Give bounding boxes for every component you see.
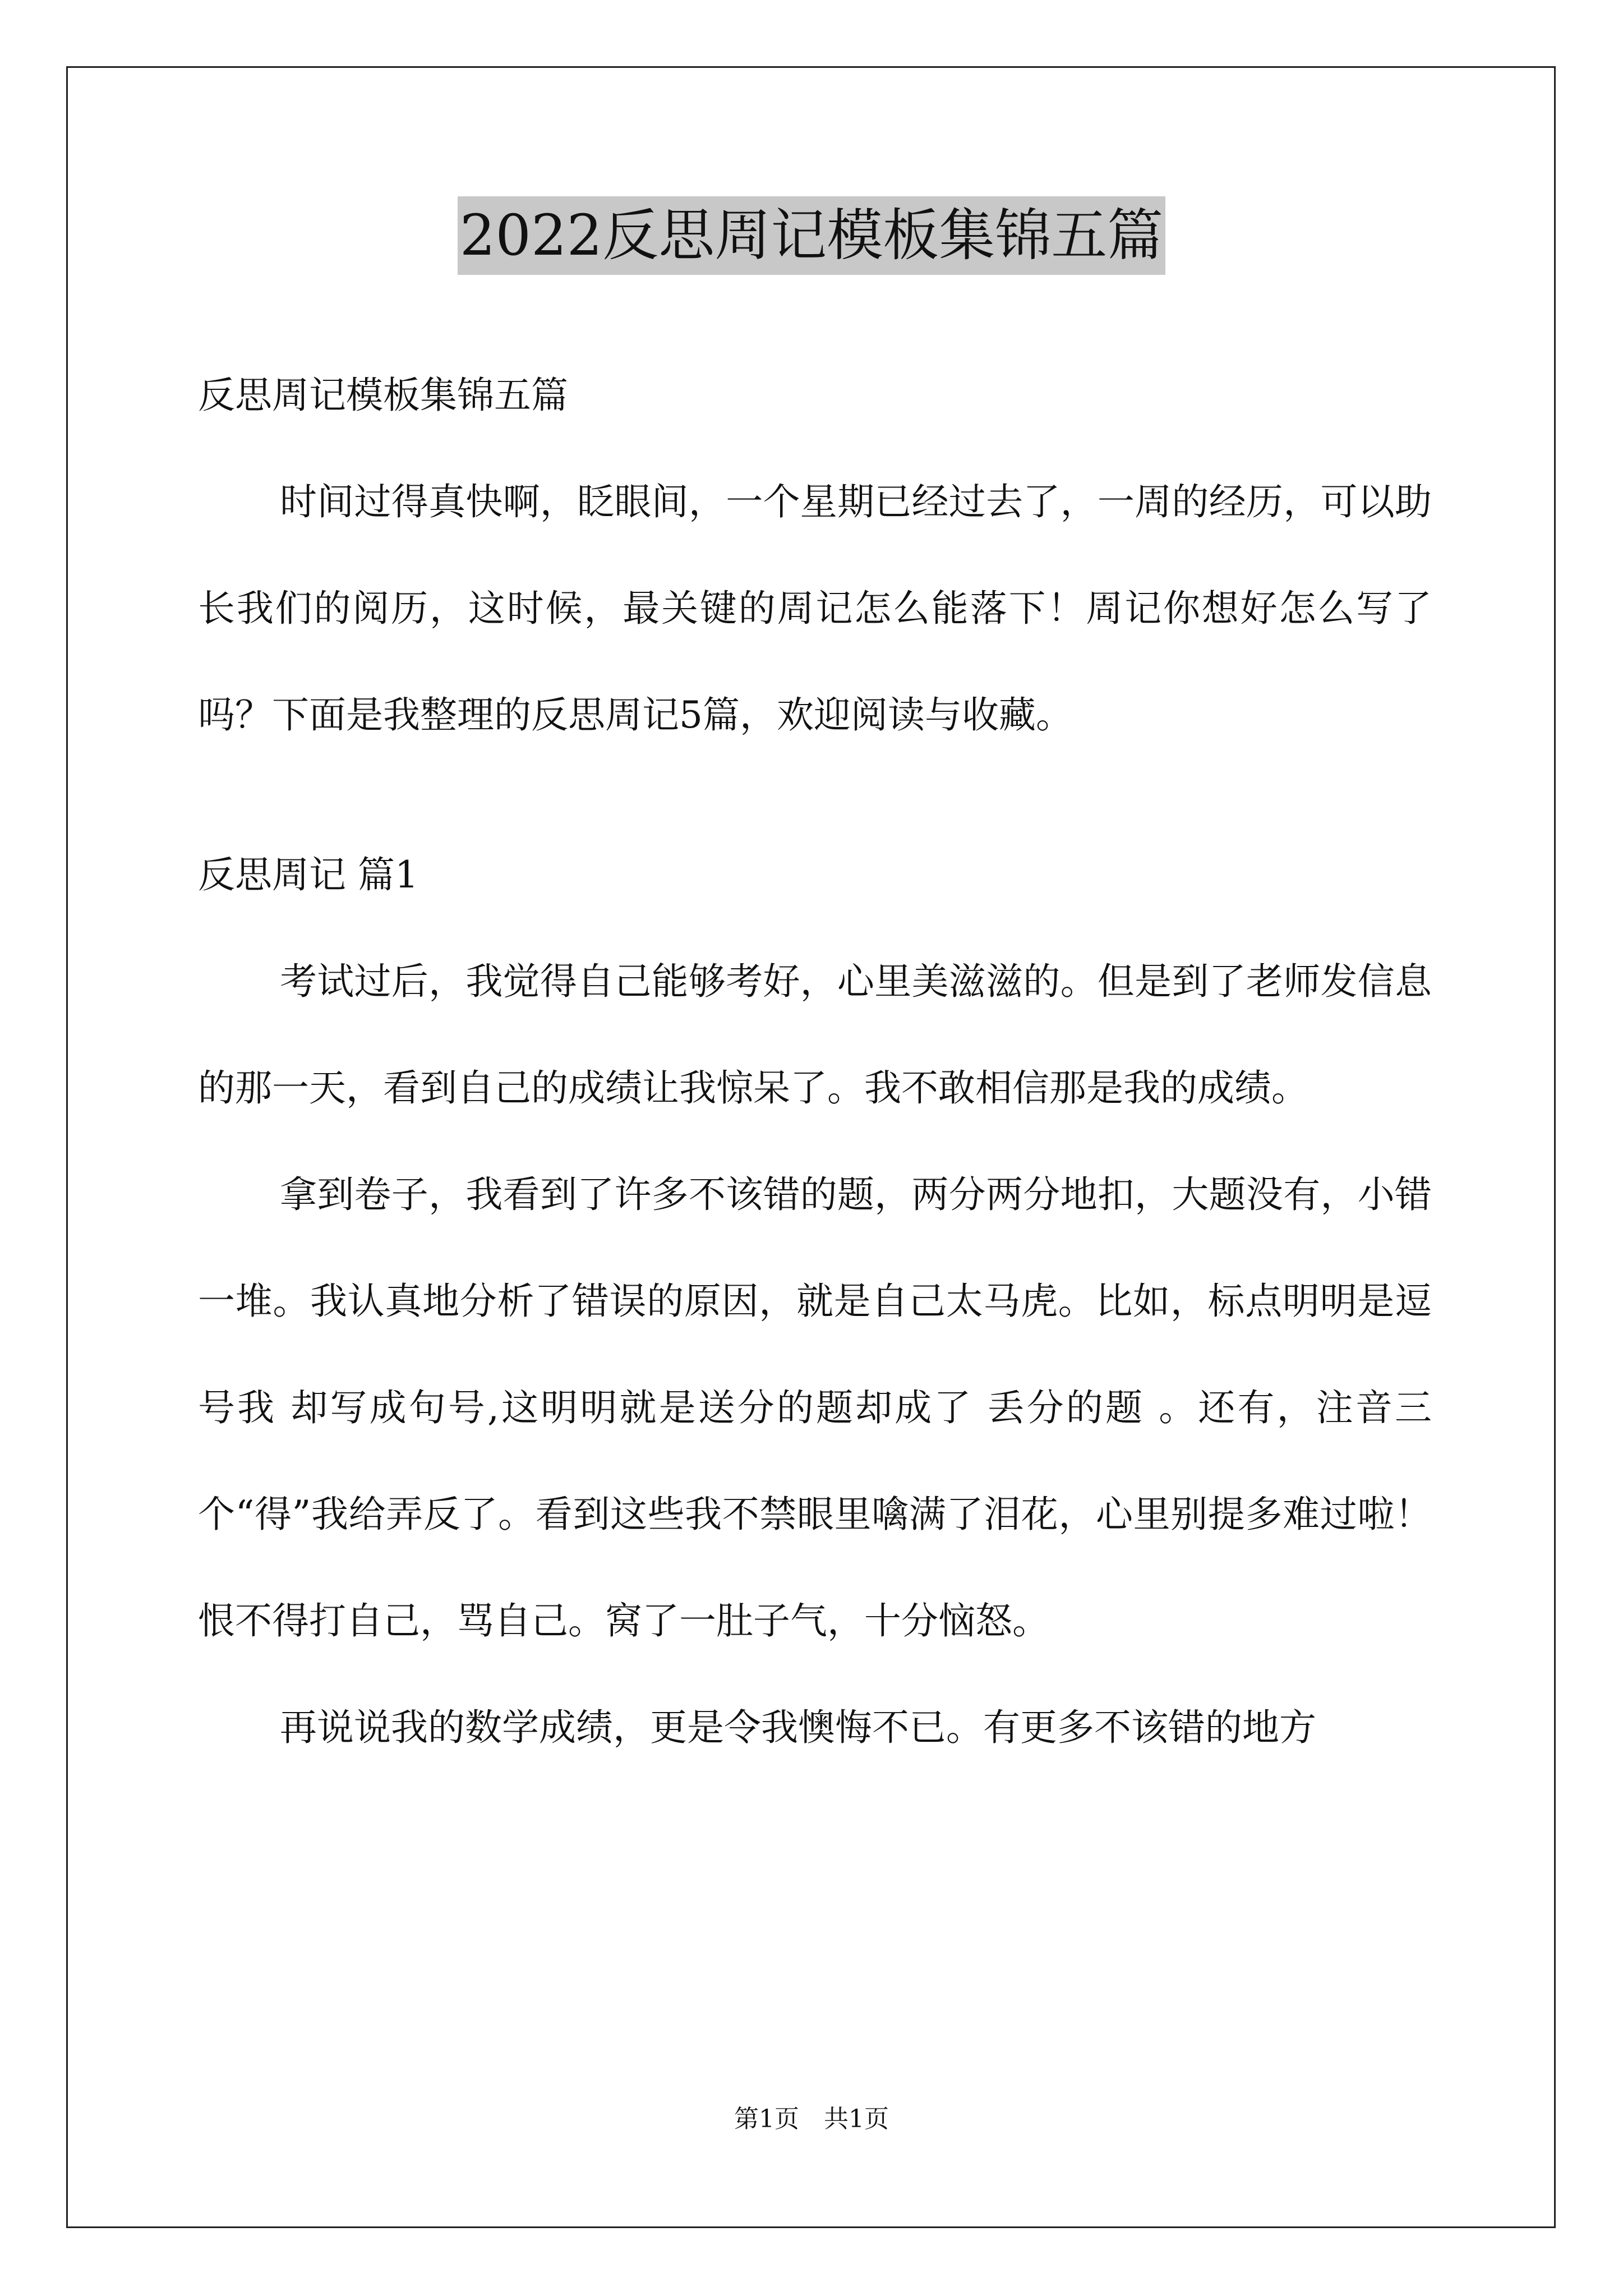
section-heading: 反思周记 篇1 — [198, 853, 418, 896]
intro-paragraph: 时间过得真快啊，眨眼间，一个星期已经过去了，一周的经历，可以助长我们的阅历，这时候，最关键的周记怎么能落下！周记你想好怎么写了吗？下面是我整理的反思周记5篇，欢迎阅读与收藏。 — [198, 480, 1432, 737]
body-paragraph: 拿到卷子，我看到了许多不该错的题，两分两分地扣，大题没有，小错一堆。我认真地分析了错误的原因，就是自己太马虎。比如，标点明明是逗号我 却写成句号,这明明就是送分的题却成了 丢分的题 。还有，注音三个“得”我给弄反了。看到这些我不禁眼里噙满了泪花，心里别提多难过啦！恨不得打自己，骂自己。窝了一肚子气，十分恼怒。 — [198, 1173, 1432, 1642]
body-paragraph: 再说说我的数学成绩，更是令我懊悔不已。有更多不该错的地方 — [280, 1706, 1316, 1749]
page-footer: 第1页 共1页 — [734, 2105, 889, 2133]
body-paragraph: 考试过后，我觉得自己能够考好，心里美滋滋的。但是到了老师发信息的那一天，看到自己的成绩让我惊呆了。我不敢相信那是我的成绩。 — [198, 960, 1432, 1110]
document-subtitle: 反思周记模板集锦五篇 — [198, 374, 568, 417]
section-spacer — [198, 769, 1432, 822]
document-body — [198, 342, 1432, 1781]
document-title: 2022反思周记模板集锦五篇 — [458, 196, 1166, 275]
title-container — [0, 196, 1623, 275]
